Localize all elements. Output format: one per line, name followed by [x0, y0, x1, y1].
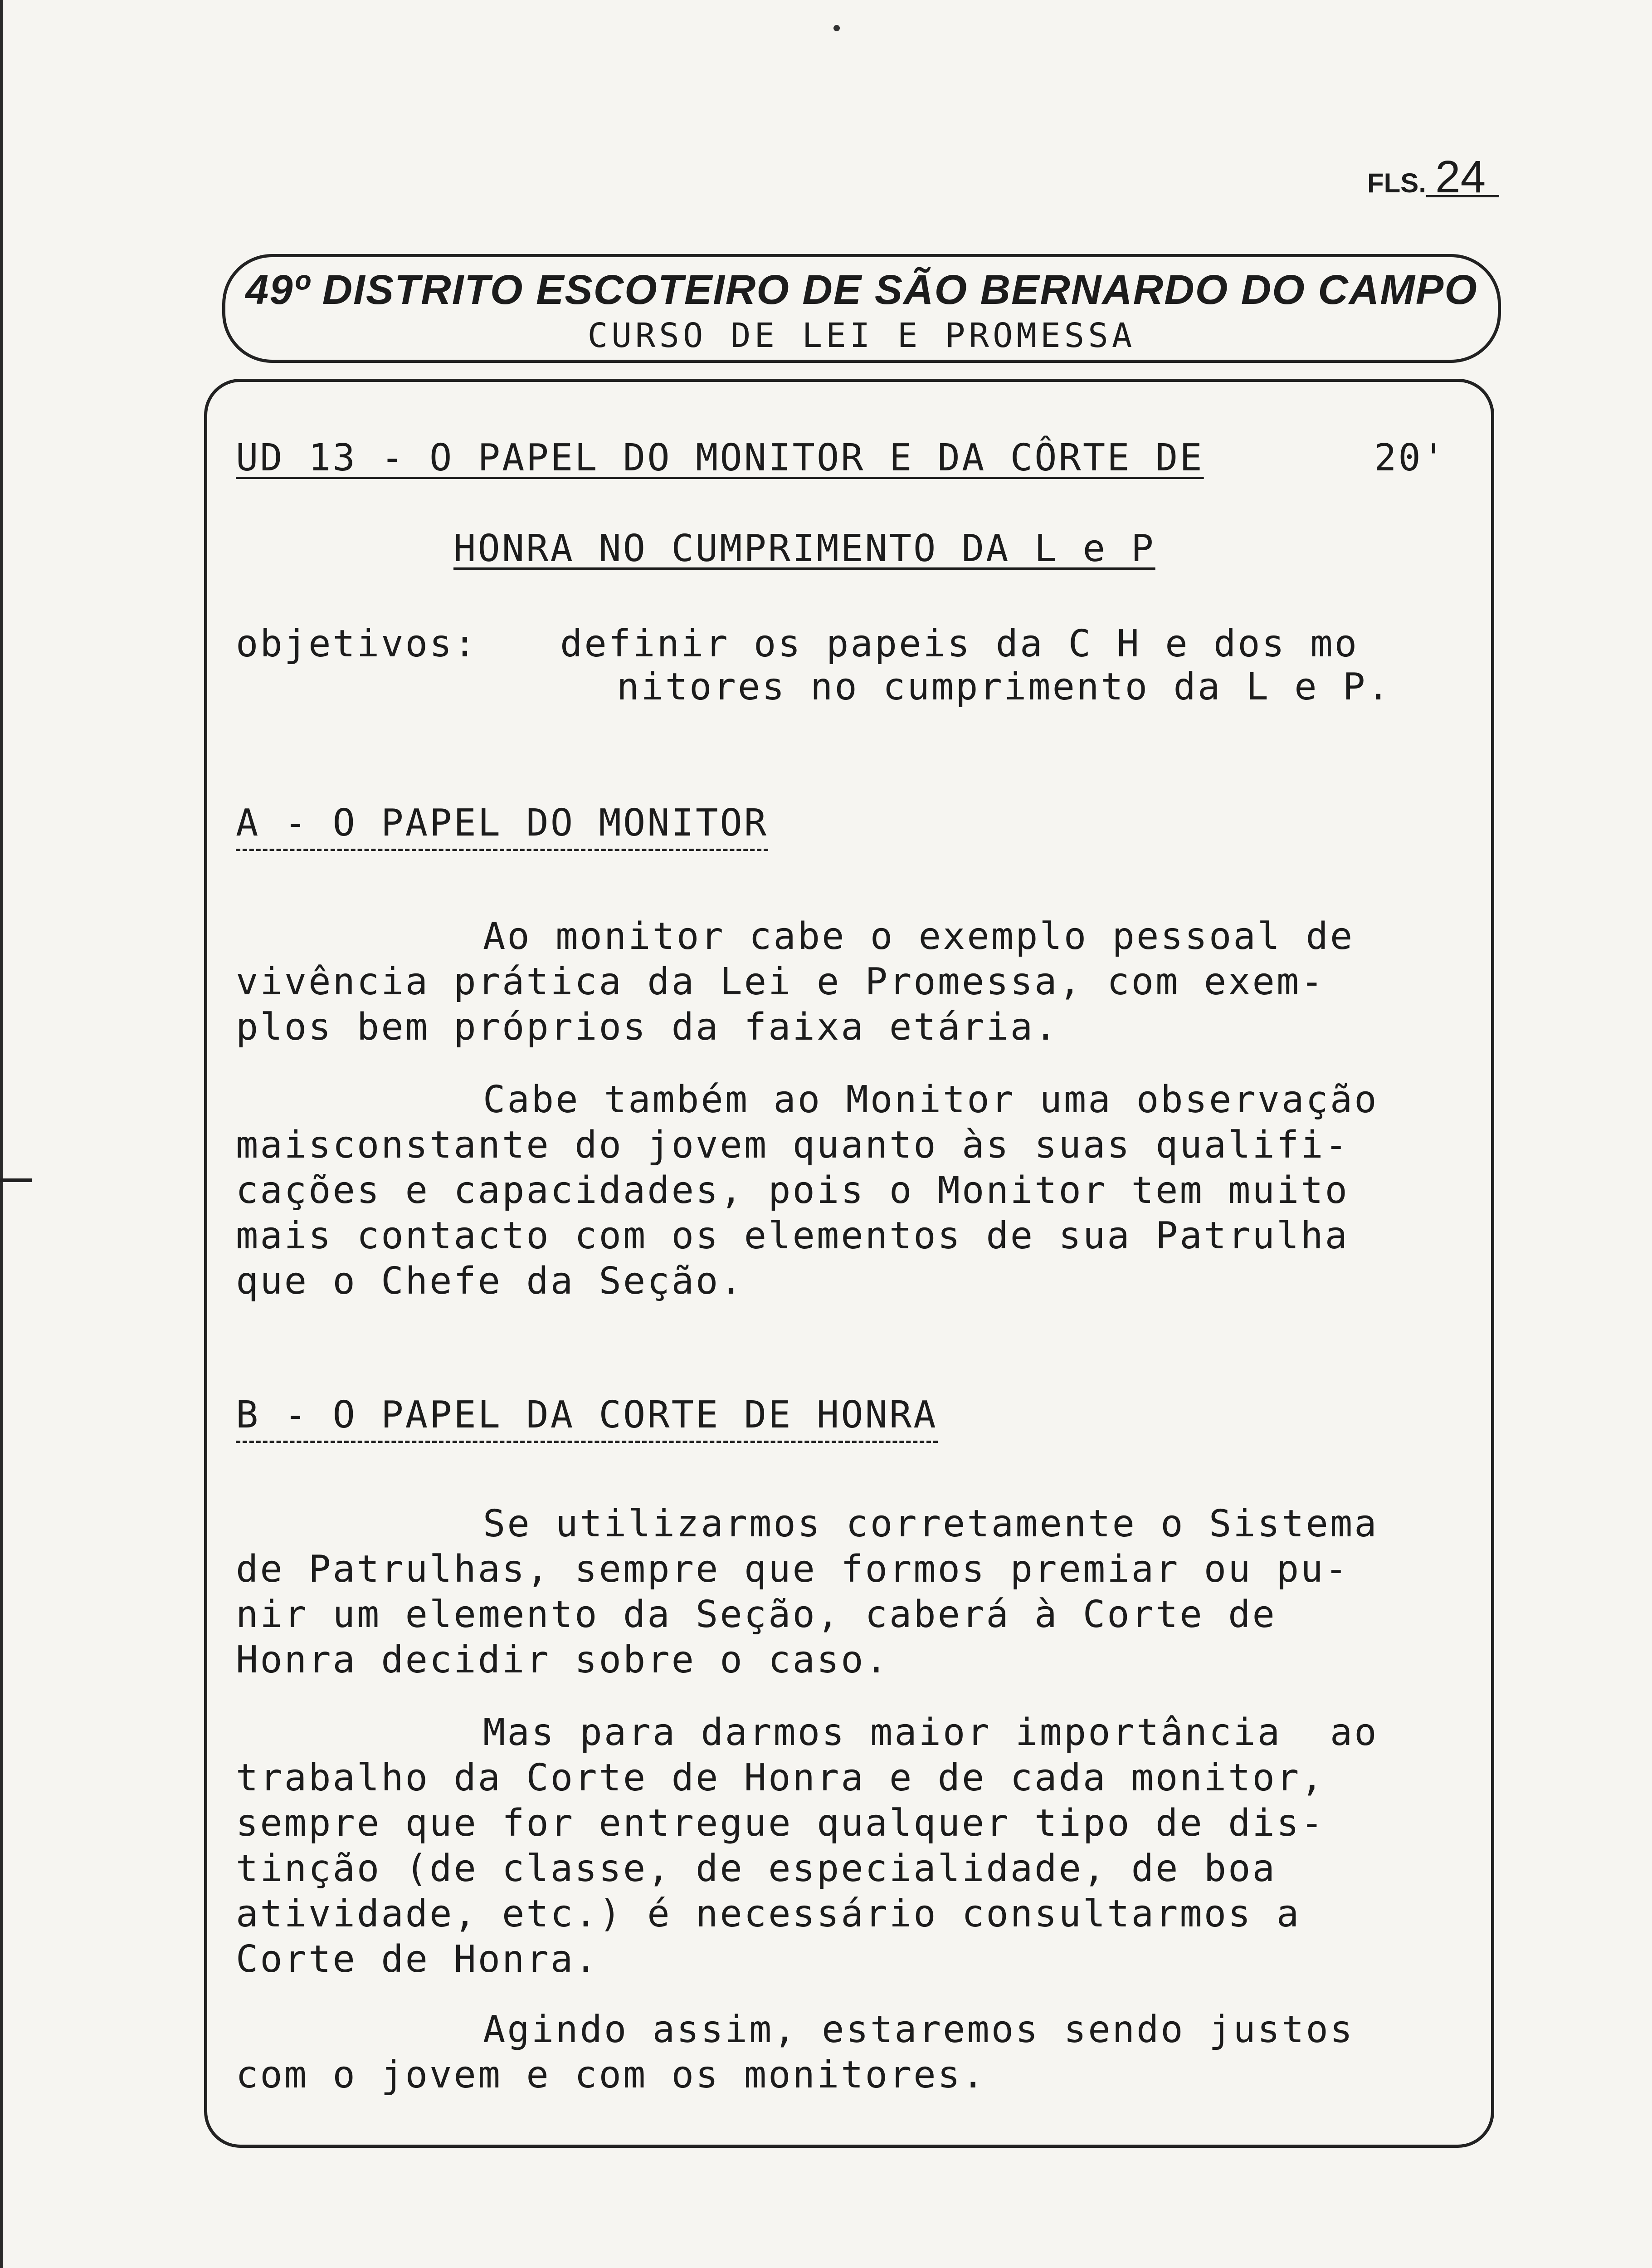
- section-a-p2-line3: cações e capacidades, pois o Monitor tem muito: [236, 1169, 1349, 1212]
- folio-number: 24: [1426, 159, 1499, 197]
- section-a-p2-line1: Cabe também ao Monitor uma observação: [483, 1078, 1379, 1121]
- section-a-p2-line4: mais contacto com os elementos de sua Patrulha: [236, 1214, 1349, 1257]
- section-b-p1-line2: de Patrulhas, sempre que formos premiar ou pu-: [236, 1548, 1349, 1591]
- objectives-line2: nitores no cumprimento da L e P.: [617, 665, 1391, 709]
- section-a-heading: A - O PAPEL DO MONITOR: [236, 801, 768, 851]
- section-a-p1-line1: Ao monitor cabe o exemplo pessoal de: [483, 915, 1355, 958]
- section-b-p2-line4: tinção (de classe, de especialidade, de boa: [236, 1847, 1277, 1890]
- header-subtitle: CURSO DE LEI E PROMESSA: [587, 316, 1136, 355]
- section-b-p2-line1: Mas para darmos maior importância ao: [483, 1711, 1379, 1754]
- section-b-p2-line2: trabalho da Corte de Honra e de cada monitor,: [236, 1756, 1325, 1799]
- section-a-p2-line2: maisconstante do jovem quanto às suas qualifi-: [236, 1124, 1349, 1167]
- section-b-p1-line3: nir um elemento da Seção, caberá à Corte de: [236, 1593, 1277, 1636]
- section-a-p1-line2: vivência prática da Lei e Promessa, com exem-: [236, 960, 1325, 1003]
- unit-title-line1: UD 13 - O PAPEL DO MONITOR E DA CÔRTE DE: [236, 436, 1204, 479]
- folio-label: FLS.: [1367, 168, 1426, 198]
- objectives-label: objetivos:: [236, 622, 478, 665]
- section-b-p1-line1: Se utilizarmos corretamente o Sistema: [483, 1502, 1379, 1545]
- section-a-p2-line5: que o Chefe da Seção.: [236, 1260, 744, 1303]
- scan-dot: [833, 25, 840, 31]
- header-title: 49º DISTRITO ESCOTEIRO DE SÃO BERNARDO DO CAMPO: [245, 267, 1478, 313]
- section-b-p3-line2: com o jovem e com os monitores.: [236, 2053, 986, 2097]
- section-b-p2-line3: sempre que for entregue qualquer tipo de dis-: [236, 1802, 1325, 1845]
- section-b-p1-line4: Honra decidir sobre o caso.: [236, 1638, 889, 1681]
- punch-mark: [0, 1178, 32, 1182]
- scan-edge: [0, 0, 3, 2268]
- unit-title-line2: HONRA NO CUMPRIMENTO DA L e P: [453, 527, 1155, 570]
- section-b-p3-line1: Agindo assim, estaremos sendo justos: [483, 2008, 1355, 2051]
- section-b-p2-line5: atividade, etc.) é necessário consultarmos a: [236, 1892, 1301, 1936]
- objectives-line1: definir os papeis da C H e dos mo: [560, 622, 1359, 665]
- section-a-p1-line3: plos bem próprios da faixa etária.: [236, 1006, 1059, 1049]
- header-box: [222, 254, 1501, 363]
- section-b-p2-line6: Corte de Honra.: [236, 1938, 599, 1981]
- section-b-heading: B - O PAPEL DA CORTE DE HONRA: [236, 1393, 938, 1443]
- folio-stamp: [1367, 152, 1499, 202]
- unit-time: 20': [1374, 436, 1447, 479]
